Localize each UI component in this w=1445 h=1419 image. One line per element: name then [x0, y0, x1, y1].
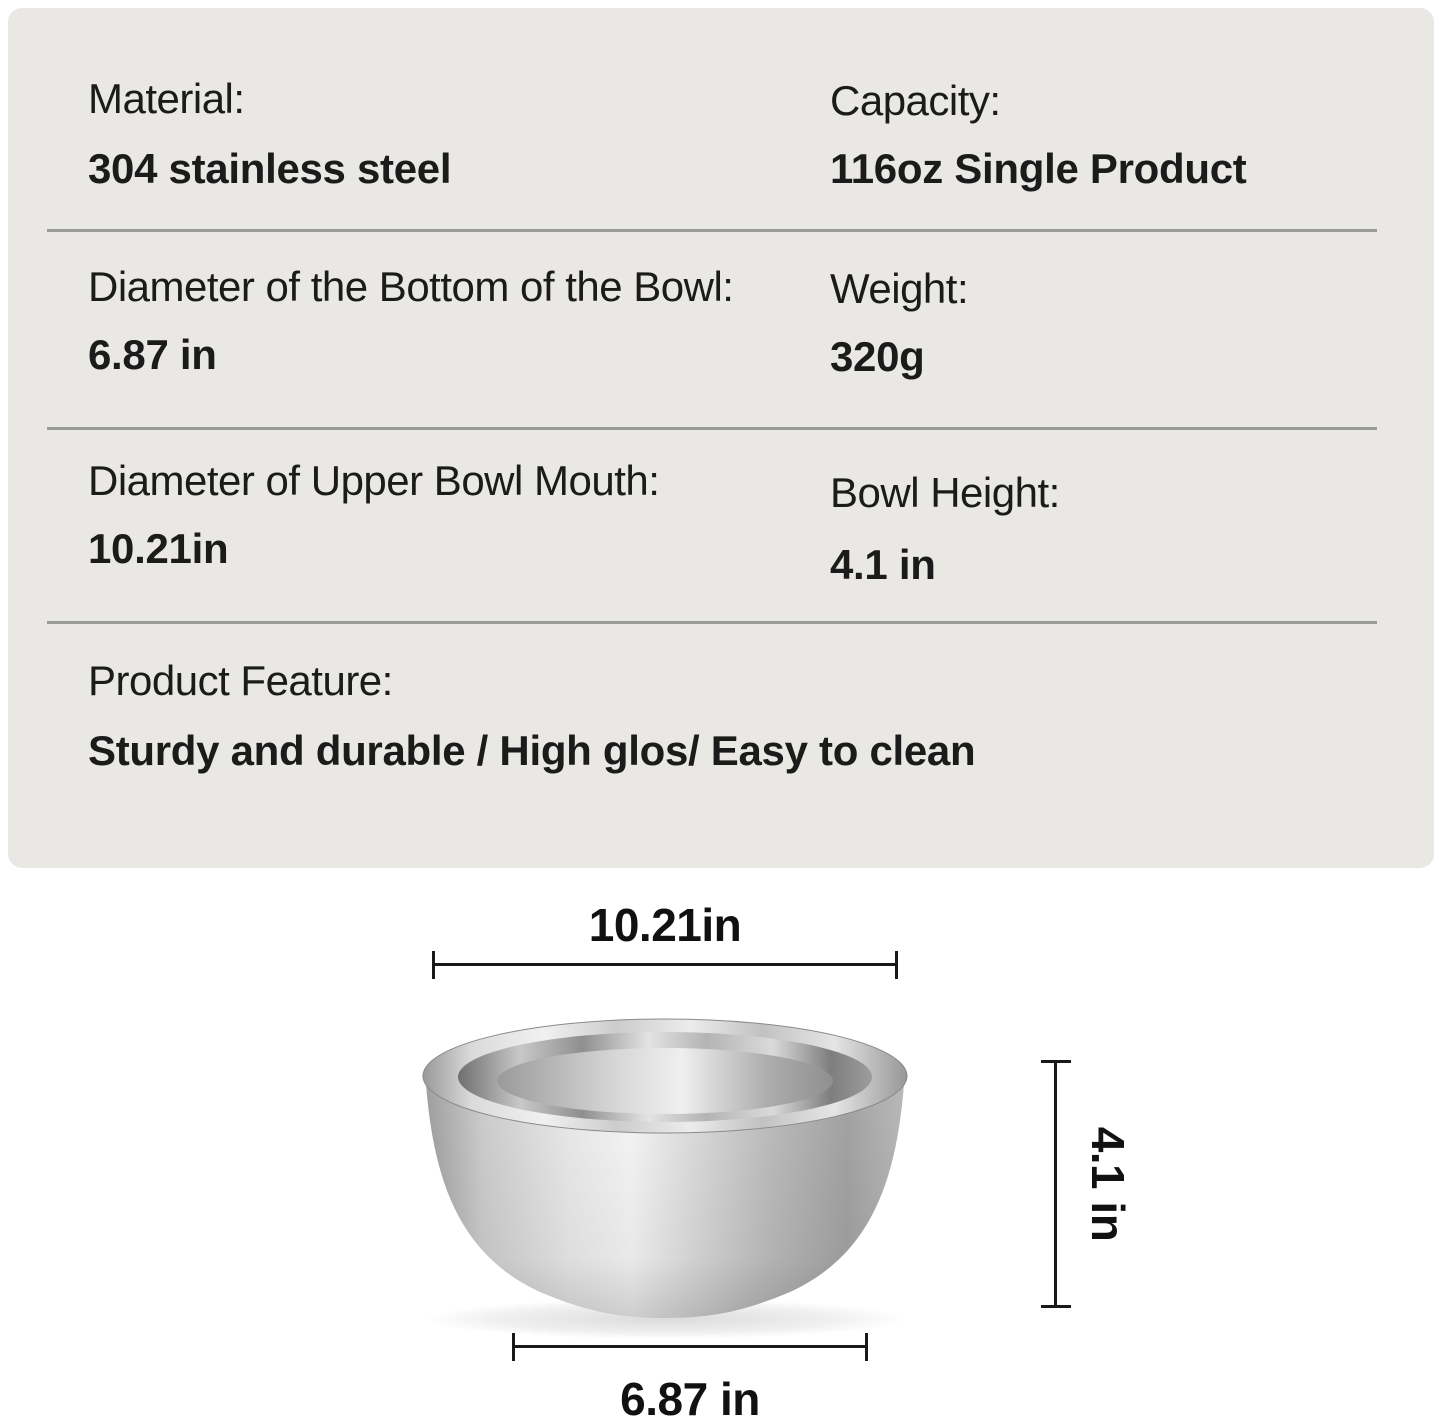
capacity-label: Capacity: [830, 77, 1001, 124]
row-divider [47, 427, 1377, 430]
dimension-tick [865, 1333, 868, 1361]
top-width-dimension-line [432, 951, 898, 979]
material-label: Material: [88, 75, 245, 122]
weight-value: 320g [830, 333, 925, 380]
product-feature-label: Product Feature: [88, 657, 393, 704]
dimension-tick [1041, 1305, 1071, 1308]
material-value: 304 stainless steel [88, 145, 452, 192]
bottom-width-dimension-line [512, 1333, 868, 1361]
bottom-diameter-value: 6.87 in [88, 331, 217, 378]
product-feature-value: Sturdy and durable / High glos/ Easy to clean [88, 727, 976, 774]
spec-panel [8, 8, 1434, 868]
bottom-width-dimension-label: 6.87 in [620, 1373, 760, 1419]
dimension-tick [895, 951, 898, 979]
capacity-value: 116oz Single Product [830, 145, 1247, 192]
bowl-height-dimension-line [1041, 1060, 1071, 1308]
bottom-diameter-label: Diameter of the Bottom of the Bowl: [88, 263, 734, 310]
stainless-bowl-image [420, 1014, 910, 1344]
bowl-height-value: 4.1 in [830, 541, 936, 588]
mouth-diameter-value: 10.21in [88, 525, 229, 572]
row-divider [47, 229, 1377, 232]
dimension-line [432, 963, 898, 966]
top-width-dimension-label: 10.21in [588, 899, 742, 951]
row-divider [47, 621, 1377, 624]
bowl-height-label: Bowl Height: [830, 469, 1060, 516]
dimension-line [512, 1345, 868, 1348]
dimension-line [1054, 1060, 1057, 1308]
mouth-diameter-label: Diameter of Upper Bowl Mouth: [88, 457, 660, 504]
bowl-height-dimension-label: 4.1 in [1082, 1126, 1134, 1242]
weight-label: Weight: [830, 265, 969, 312]
